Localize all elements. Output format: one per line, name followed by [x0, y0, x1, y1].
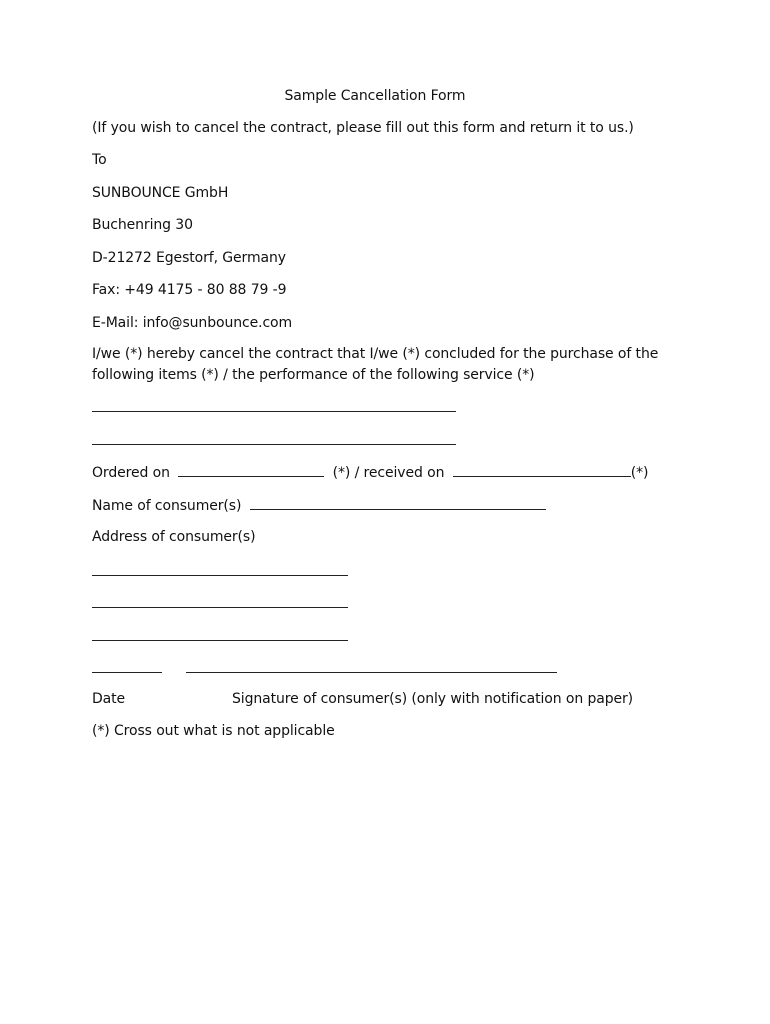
received-on-label: (*) / received on [332, 465, 445, 481]
recipient-email: E-Mail: info@sunbounce.com [92, 315, 293, 331]
date-label: Date [92, 691, 126, 707]
cancellation-declaration: I/we (*) hereby cancel the contract that I/we (*) concluded for the purchase of the following items (*) / the performance of the following service (*) [92, 346, 659, 383]
ordered-on-label: Ordered on [92, 465, 170, 481]
to-label: To [92, 152, 107, 168]
footnote: (*) Cross out what is not applicable [92, 723, 335, 739]
consumer-name-label: Name of consumer(s) [92, 498, 242, 514]
address-line-3[interactable] [92, 640, 348, 641]
form-title: Sample Cancellation Form [284, 88, 466, 104]
consumer-address-label: Address of consumer(s) [92, 529, 256, 545]
date-field[interactable] [92, 672, 162, 673]
consumer-name-field[interactable] [250, 495, 546, 510]
ordered-received-row [92, 462, 648, 483]
address-line-2[interactable] [92, 607, 348, 608]
received-suffix: (*) [630, 465, 649, 481]
items-line-2[interactable] [92, 444, 456, 445]
signature-field[interactable] [186, 672, 557, 673]
recipient-street: Buchenring 30 [92, 217, 193, 233]
received-on-field[interactable] [453, 462, 631, 477]
form-instruction: (If you wish to cancel the contract, please fill out this form and return it to us.) [92, 120, 634, 136]
recipient-fax: Fax: +49 4175 - 80 88 79 -9 [92, 282, 287, 298]
signature-label: Signature of consumer(s) (only with notification on paper) [232, 691, 634, 707]
consumer-name-row [92, 495, 546, 516]
ordered-on-field[interactable] [178, 462, 324, 477]
recipient-city: D-21272 Egestorf, Germany [92, 250, 286, 266]
address-line-1[interactable] [92, 575, 348, 576]
items-line-1[interactable] [92, 411, 456, 412]
recipient-company: SUNBOUNCE GmbH [92, 185, 229, 201]
